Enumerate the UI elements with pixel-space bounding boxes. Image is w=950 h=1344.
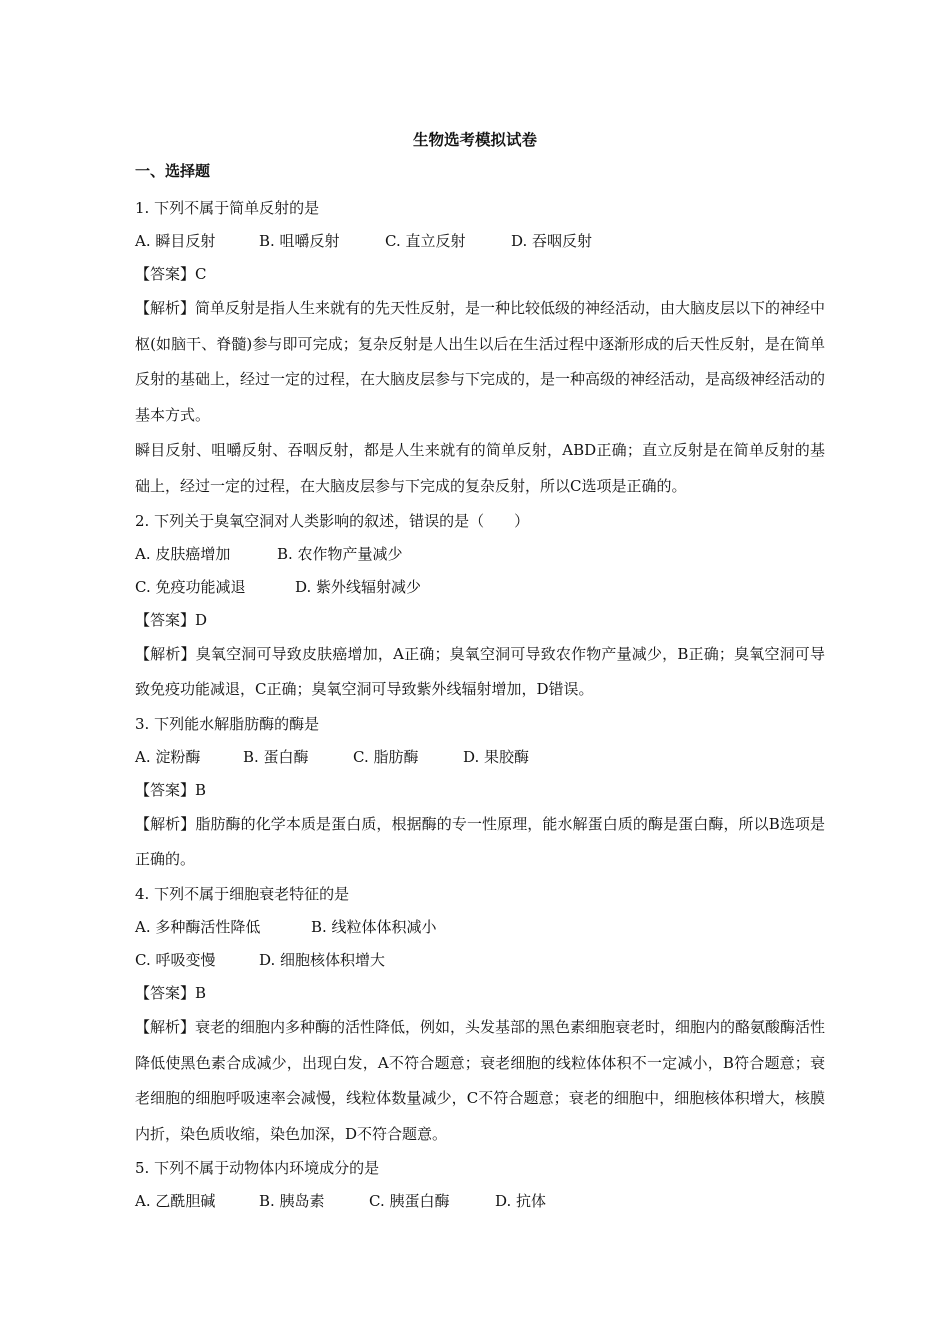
analysis-paragraph: 【解析】脂肪酶的化学本质是蛋白质，根据酶的专一性原理，能水解蛋白质的酶是蛋白酶，所以B选项是正确的。 xyxy=(135,814,825,869)
section-heading: 一、选择题 xyxy=(135,162,211,180)
option: B. 咀嚼反射 xyxy=(259,232,340,250)
option: A. 皮肤癌增加 xyxy=(135,544,231,563)
option: C. 脂肪酶 xyxy=(353,747,419,766)
option: D. 果胶酶 xyxy=(463,747,530,766)
question-stem: 5. 下列不属于动物体内环境成分的是 xyxy=(135,1159,380,1178)
analysis-paragraph: 【解析】臭氧空洞可导致皮肤癌增加，A正确；臭氧空洞可导致农作物产量减少，B正确；臭氧空洞可导致免疫功能减退，C正确；臭氧空洞可导致紫外线辐射增加，D错误。 xyxy=(135,644,825,699)
options-row xyxy=(135,911,825,944)
options-row xyxy=(135,944,825,977)
option: D. 抗体 xyxy=(495,1192,547,1211)
options-row xyxy=(135,741,825,774)
option: C. 免疫功能减退 xyxy=(135,577,246,596)
option: A. 瞬目反射 xyxy=(135,232,216,250)
analysis-paragraph: 瞬目反射、咀嚼反射、吞咽反射，都是人生来就有的简单反射，ABD正确；直立反射是在简单反射的基础上，经过一定的过程，在大脑皮层参与下完成的复杂反射，所以C选项是正确的。 xyxy=(135,441,825,495)
option: B. 农作物产量减少 xyxy=(277,544,403,563)
question-stem: 3. 下列能水解脂肪酶的酶是 xyxy=(135,714,320,733)
question-stem: 4. 下列不属于细胞衰老特征的是 xyxy=(135,884,350,903)
option: C. 直立反射 xyxy=(385,232,466,250)
option: A. 淀粉酶 xyxy=(135,747,201,766)
answer-line: 【答案】B xyxy=(135,780,207,799)
option: B. 线粒体体积减小 xyxy=(311,917,437,936)
page-title: 生物选考模拟试卷 xyxy=(412,131,537,149)
option: D. 细胞核体积增大 xyxy=(259,950,386,969)
options-row xyxy=(135,571,825,604)
options-row xyxy=(135,538,825,571)
options-row xyxy=(135,225,825,258)
option: C. 胰蛋白酶 xyxy=(369,1192,450,1211)
option: D. 紫外线辐射减少 xyxy=(295,577,422,596)
option: D. 吞咽反射 xyxy=(511,232,593,250)
question-stem: 2. 下列关于臭氧空洞对人类影响的叙述，错误的是（ ） xyxy=(135,511,530,530)
options-row xyxy=(135,1185,825,1218)
question-stem: 1. 下列不属于简单反射的是 xyxy=(135,199,320,217)
option: A. 多种酶活性降低 xyxy=(135,917,261,936)
document-body xyxy=(135,192,825,1218)
option: A. 乙酰胆碱 xyxy=(135,1192,216,1211)
answer-line: 【答案】C xyxy=(135,265,207,283)
analysis-paragraph: 【解析】衰老的细胞内多种酶的活性降低，例如，头发基部的黑色素细胞衰老时，细胞内的酪氨酸酶活性降低使黑色素合成减少，出现白发，A不符合题意；衰老细胞的线粒体体积不一定减小，B符合题意；衰老细胞的细胞呼吸速率会减慢，线粒体数量减少，C不符合题意；衰老的细胞中，细胞核体积增大，核膜内折，染色质收缩，染色加深，D不符合题意。 xyxy=(135,1017,826,1143)
answer-line: 【答案】B xyxy=(135,983,207,1002)
answer-line: 【答案】D xyxy=(135,610,208,629)
option: C. 呼吸变慢 xyxy=(135,950,216,969)
analysis-paragraph: 【解析】简单反射是指人生来就有的先天性反射，是一种比较低级的神经活动，由大脑皮层以下的神经中枢(如脑干、脊髓)参与即可完成；复杂反射是人出生以后在生活过程中逐渐形成的后天性反射，是在简单反射的基础上，经过一定的过程，在大脑皮层参与下完成的，是一种高级的神经活动，是高级神经活动的基本方式。 xyxy=(135,299,826,424)
option: B. 胰岛素 xyxy=(259,1192,325,1211)
option: B. 蛋白酶 xyxy=(243,747,309,766)
